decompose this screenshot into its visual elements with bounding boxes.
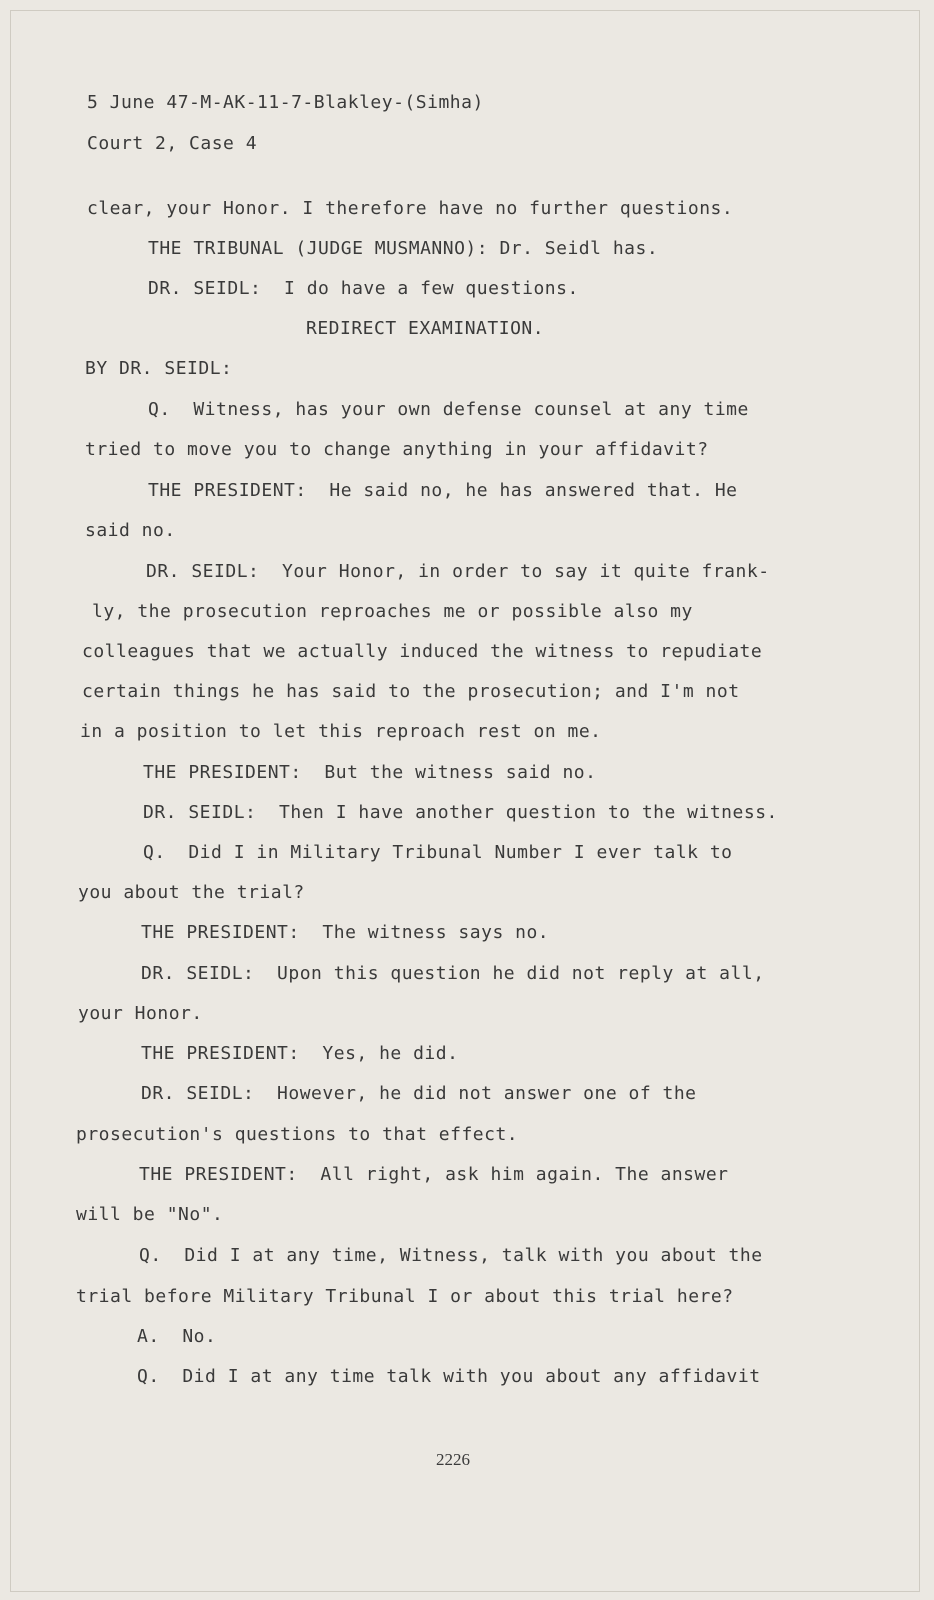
- body-line-20: DR. SEIDL: Upon this question he did not reply at all,: [141, 963, 765, 984]
- body-line-8: THE PRESIDENT: He said no, he has answered that. He: [148, 480, 738, 501]
- body-line-12: colleagues that we actually induced the witness to repudiate: [82, 641, 763, 662]
- body-line-11: ly, the prosecution reproaches me or possible also my: [92, 601, 693, 622]
- body-line-19: THE PRESIDENT: The witness says no.: [141, 922, 550, 943]
- body-line-21: your Honor.: [78, 1003, 203, 1024]
- body-line-5: BY DR. SEIDL:: [85, 358, 233, 379]
- body-line-25: THE PRESIDENT: All right, ask him again. The answer: [139, 1164, 729, 1185]
- body-line-14: in a position to let this reproach rest on me.: [80, 721, 602, 742]
- body-line-26: will be "No".: [76, 1204, 224, 1225]
- body-line-7: tried to move you to change anything in your affidavit?: [85, 439, 709, 460]
- body-line-28: trial before Military Tribunal I or about this trial here?: [76, 1286, 734, 1307]
- body-line-6: Q. Witness, has your own defense counsel at any time: [148, 399, 749, 420]
- body-line-9: said no.: [85, 520, 176, 541]
- section-heading: REDIRECT EXAMINATION.: [306, 318, 545, 339]
- header-line-1: 5 June 47-M-AK-11-7-Blakley-(Simha): [87, 92, 484, 113]
- body-line-30: Q. Did I at any time talk with you about any affidavit: [137, 1366, 761, 1387]
- page-number: 2226: [436, 1450, 470, 1469]
- body-line-15: THE PRESIDENT: But the witness said no.: [143, 762, 597, 783]
- body-line-3: DR. SEIDL: I do have a few questions.: [148, 278, 579, 299]
- body-line-22: THE PRESIDENT: Yes, he did.: [141, 1043, 459, 1064]
- body-line-24: prosecution's questions to that effect.: [76, 1124, 519, 1145]
- body-line-29: A. No.: [137, 1326, 217, 1347]
- body-line-1: clear, your Honor. I therefore have no further questions.: [87, 198, 734, 219]
- header-line-2: Court 2, Case 4: [87, 133, 258, 154]
- body-line-16: DR. SEIDL: Then I have another question to the witness.: [143, 802, 778, 823]
- body-line-17: Q. Did I in Military Tribunal Number I ever talk to: [143, 842, 733, 863]
- body-line-13: certain things he has said to the prosecution; and I'm not: [82, 681, 740, 702]
- body-line-2: THE TRIBUNAL (JUDGE MUSMANNO): Dr. Seidl has.: [148, 238, 659, 259]
- body-line-27: Q. Did I at any time, Witness, talk with you about the: [139, 1245, 763, 1266]
- body-line-23: DR. SEIDL: However, he did not answer one of the: [141, 1083, 697, 1104]
- body-line-10: DR. SEIDL: Your Honor, in order to say it quite frank-: [146, 561, 770, 582]
- body-line-18: you about the trial?: [78, 882, 305, 903]
